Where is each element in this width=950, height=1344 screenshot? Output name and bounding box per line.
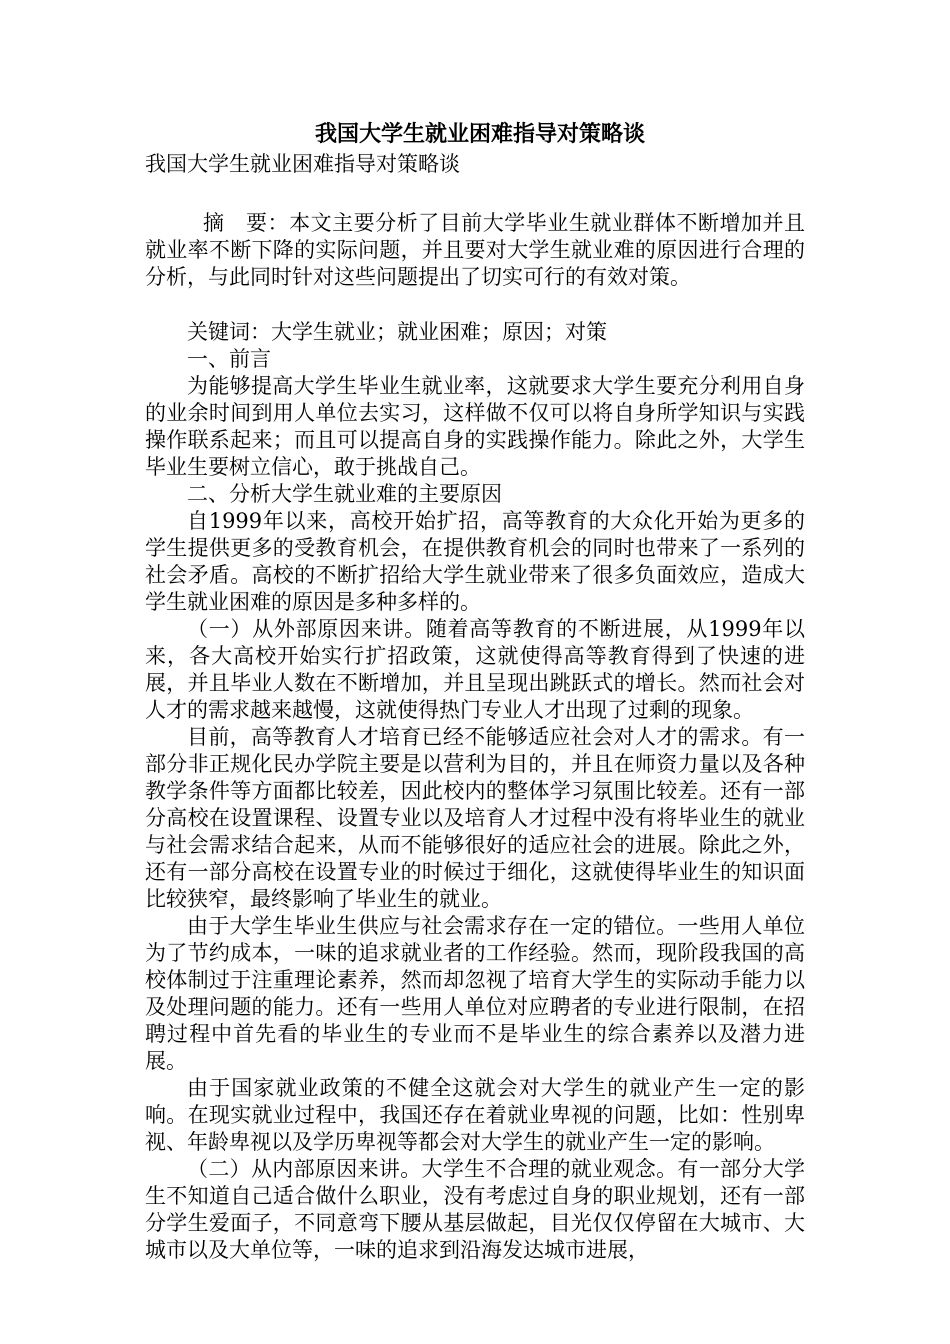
section-heading-causes: 二、分析大学生就业难的主要原因 [187, 482, 502, 506]
body-paragraph: 目前，高等教育人才培育已经不能够适应社会对人才的需求。有一部分非正规化民办学院主要是以营利为目的，并且在师资力量以及各种教学条件等方面都比较差，因此校内的整体学习氛围比较差。还有一部分高校在设置课程、设置专业以及培育人才过程中没有将毕业生的就业与社会需求结合起来，从而不能够很好的适应社会的进展。除此之外，还有一部分高校在设置专业的时候过于细化，这就使得毕业生的知识面比较狭窄，最终影响了毕业生的就业。 [145, 725, 805, 911]
body-paragraph: 由于大学生毕业生供应与社会需求存在一定的错位。一些用人单位为了节约成本，一味的追求就业者的工作经验。然而，现阶段我国的高校体制过于注重理论素养，然而却忽视了培育大学生的实际动手能力以及处理问题的能力。还有一些用人单位对应聘者的专业进行限制，在招聘过程中首先看的毕业生的专业而不是毕业生的综合素养以及潜力进展。 [145, 914, 805, 1073]
document-page [145, 118, 805, 1264]
section-heading-introduction: 一、前言 [187, 347, 271, 371]
body-paragraph: （一）从外部原因来讲。随着高等教育的不断进展，从1999年以来，各大高校开始实行扩招政策，这就使得高等教育得到了快速的进展，并且毕业人数在不断增加，并且呈现出跳跃式的增长。然而社会对人才的需求越来越慢，这就使得热门专业人才出现了过剩的现象。 [145, 617, 805, 722]
body-paragraph: 由于国家就业政策的不健全这就会对大学生的就业产生一定的影响。在现实就业过程中，我国还存在着就业卑视的问题，比如：性别卑视、年龄卑视以及学历卑视等都会对大学生的就业产生一定的影响。 [145, 1076, 805, 1154]
keywords-paragraph: 关键词：大学生就业；就业困难；原因；对策 [187, 320, 607, 344]
body-paragraph: 自1999年以来，高校开始扩招，高等教育的大众化开始为更多的学生提供更多的受教育机会，在提供教育机会的同时也带来了一系列的社会矛盾。高校的不断扩招给大学生就业带来了很多负面效应，造成大学生就业困难的原因是多种多样的。 [145, 509, 805, 614]
document-title: 我国大学生就业困难指导对策略谈 [314, 121, 645, 147]
body-paragraph: （二）从内部原因来讲。大学生不合理的就业观念。有一部分大学生不知道自己适合做什么职业，没有考虑过自身的职业规划，还有一部分学生爱面子，不同意弯下腰从基层做起，目光仅仅停留在大城市、大城市以及大单位等，一味的追求到沿海发达城市进展， [145, 1157, 805, 1262]
document-subtitle: 我国大学生就业困难指导对策略谈 [145, 152, 460, 176]
abstract-paragraph: 摘 要：本文主要分析了目前大学毕业生就业群体不断增加并且就业率不断下降的实际问题，并且要对大学生就业难的原因进行合理的分析，与此同时针对这些问题提出了切实可行的有效对策。 [145, 211, 805, 289]
body-paragraph: 为能够提高大学生毕业生就业率，这就要求大学生要充分利用自身的业余时间到用人单位去实习，这样做不仅可以将自身所学知识与实践操作联系起来；而且可以提高自身的实践操作能力。除此之外，大学生毕业生要树立信心，敢于挑战自己。 [145, 374, 805, 479]
